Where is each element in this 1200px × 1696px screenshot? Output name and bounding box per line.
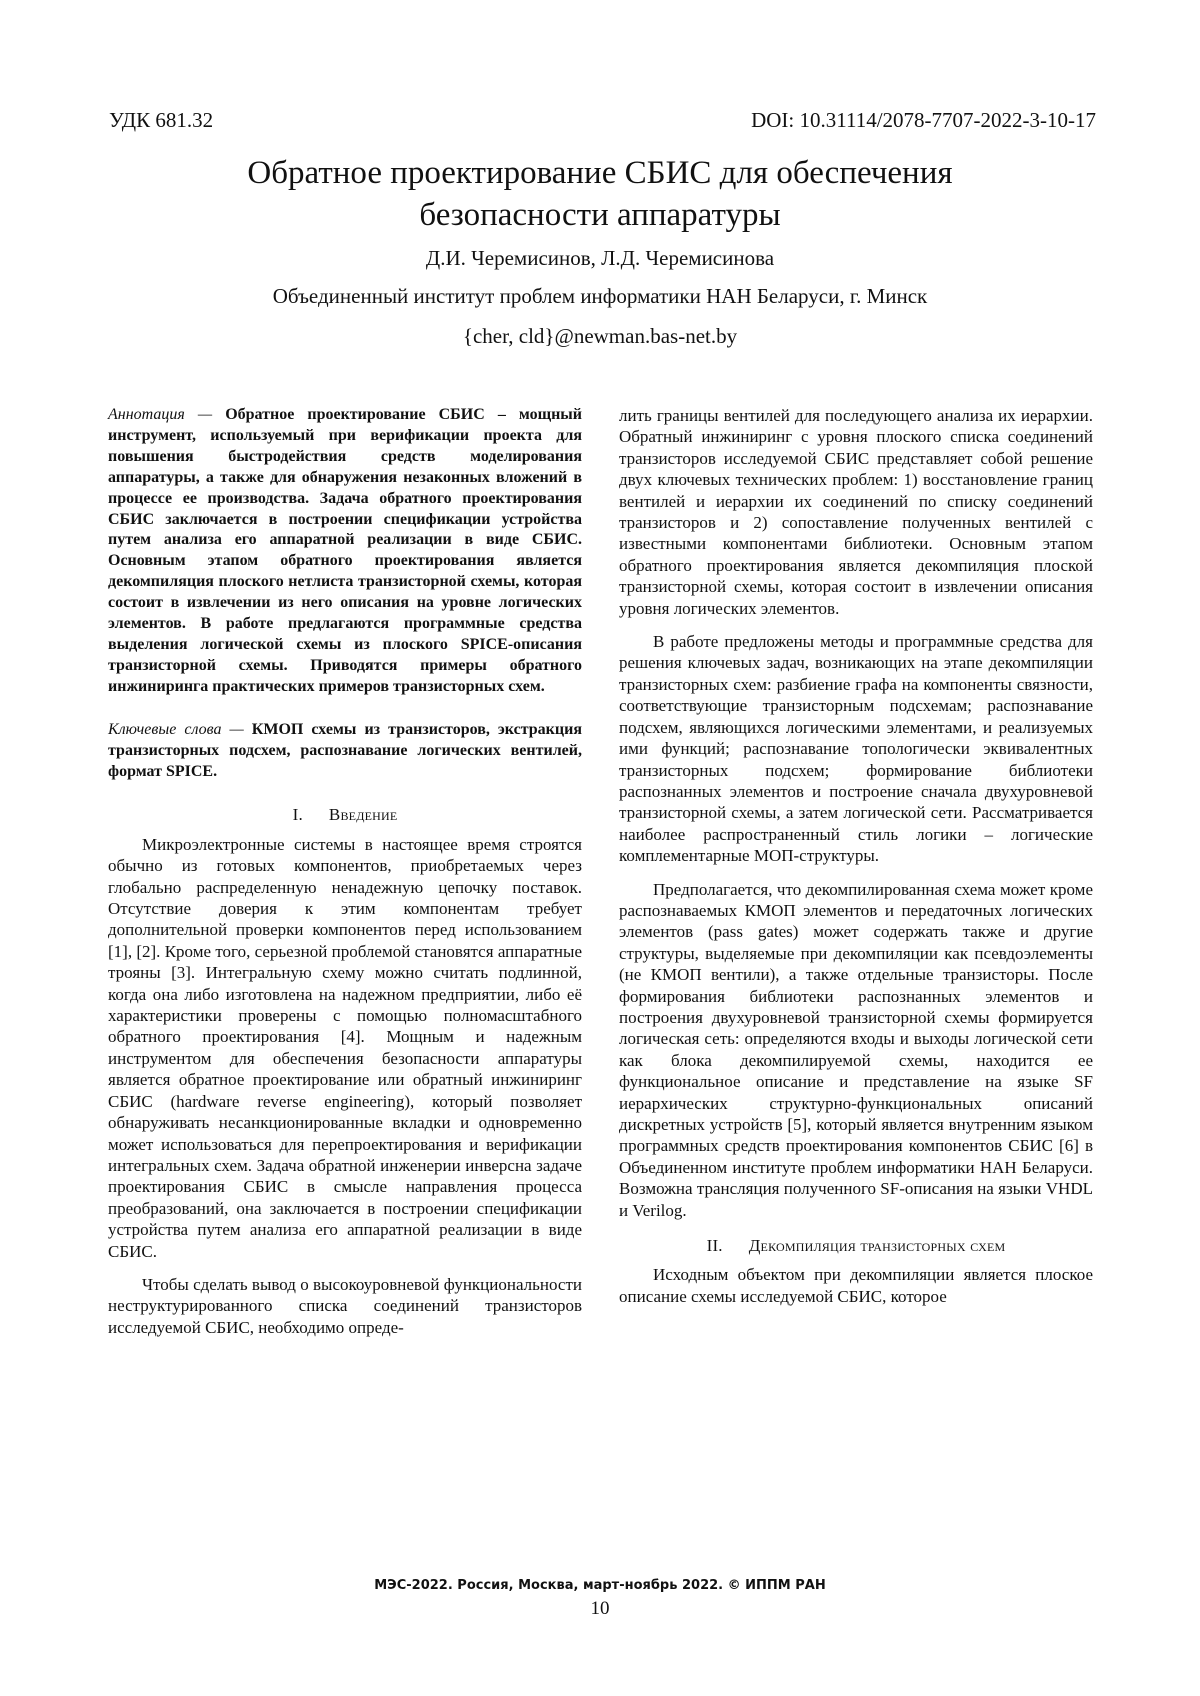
section-title: Введение [328,805,398,825]
body-paragraph: В работе предложены методы и программные средства для решения ключевых задач, возникающих на этапе декомпиляции транзисторных схем: разбиение графа на компоненты связности, соответствующие транзисторным подсхемам; распознавание подсхем, являющихся логическими элементами, и реализуемых ими функций; распознавание топологически эквивалентных транзисторных подсхем; формирование библиотеки распознанных элементов и построение сначала двухуровневой транзисторной схемы, а затем логической сети. Рассматривается наиболее распространенный стиль логики – логические комплементарные МОП-структуры. [619,632,1093,866]
authors: Д.И. Черемисинов, Л.Д. Черемисинова [425,246,775,270]
body-paragraph: Исходным объектом при декомпиляции является плоское описание схемы исследуемой СБИС, которое [619,1265,1093,1306]
section-title: Декомпиляция транзисторных схем [748,1236,1006,1256]
affiliation: Объединенный институт проблем информатики НАН Беларуси, г. Минск [272,284,928,308]
udk-code: УДК 681.32 [109,108,214,132]
keywords [108,720,582,783]
body-paragraph: Предполагается, что декомпилированная схема может кроме распознаваемых КМОП элементов и передаточных логических элементов (pass gates) может содержать также и другие структуры, выделяемые при декомпиляции как псевдоэлементы (не КМОП вентили), а также отдельные транзисторы. После формирования библиотеки распознанных элементов и построения двухуровневой транзисторной схемы формируется логическая сеть: определяются входы и выходы логической сети как блока декомпилируемой схемы, находится ее функциональное описание и представление на языке SF иерархических структурно-функциональных описаний дискретных устройств [5], который является внутренним языком программных средств проектирования компонентов СБИС [6] в Объединенном институте проблем информатики НАН Беларуси. Возможна трансляция полученного SF-описания на языки VHDL и Verilog. [619,879,1093,1220]
keywords-text: КМОП схемы из транзисторов, экстракция транзисторных подсхем, распознавание логических вентилей, формат SPICE. [108,720,582,780]
section-heading-introduction [108,804,582,825]
conference-footer: МЭС-2022. Россия, Москва, март-ноябрь 2022. © ИППМ РАН [374,1578,826,1593]
abstract-text: Обратное проектирование СБИС – мощный инструмент, используемый при верификации проекта для повышения быстродействия средств моделирования аппаратуры, а также для обнаружения незаконных вложений в процессе ее производства. Задача обратного проектирования СБИС заключается в построении спецификации устройства путем анализа его аппаратной реализации в виде СБИС. Основным этапом обратного проектирования является декомпиляция плоского нетлиста транзисторной схемы, которая состоит в извлечении из него описания на уровне логических элементов. В работе предлагаются программные средства выделения логической схемы из плоского SPICE-описания транзисторной схемы. Приводятся примеры обратного инжиниринга практических примеров транзисторных схем. [108,406,582,695]
body-paragraph-continued: лить границы вентилей для последующего анализа их иерархии. Обратный инжиниринг с уровня плоского списка соединений транзисторов исследуемой СБИС представляет собой решение двух ключевых технических проблем: 1) восстановление границ вентилей и иерархии их соединений по списку соединений транзисторов и 2) сопоставление полученных вентилей с известными компонентами библиотеки. Основным этапом обратного проектирования является декомпиляция плоской транзисторной схемы, которая состоит в извлечении описания уровня логических элементов. [619,406,1093,618]
title-line-1: Обратное проектирование СБИС для обеспечения [247,155,953,191]
title-line-2: безопасности аппаратуры [419,197,781,233]
section-heading-decompilation [619,1235,1093,1256]
page-number: 10 [590,1598,610,1619]
paper-title [150,152,1050,236]
right-column [619,405,1093,1319]
left-column [108,405,582,1350]
section-number: I. [292,805,303,825]
author-email: {cher, cld}@newman.bas-net.by [462,324,738,348]
keywords-lead: Ключевые слова — [108,720,244,738]
page-header [109,108,1096,138]
body-paragraph: Микроэлектронные системы в настоящее время строятся обычно из готовых компонентов, приобретаемых через глобально распределенную ненадежную цепочку поставок. Отсутствие доверия к этим компонентам требует дополнительной проверки компонентов перед использованием [1], [2]. Кроме того, серьезной проблемой становятся аппаратные трояны [3]. Интегральную схему можно считать подлинной, когда она либо изготовлена на надежном предприятии, либо её характеристики проверены с помощью полномасштабного обратного проектирования [4]. Мощным и надежным инструментом для обеспечения безопасности аппаратуры является обратное проектирование или обратный инжиниринг СБИС (hardware reverse engineering), который позволяет обнаруживать несанкционированные вкладки и одновременно может использоваться для перепроектирования и верификации интегральных схем. Задача обратной инженерии инверсна задаче проектирования СБИС в смысле направления процесса преобразований, она заключается в построении спецификации устройства путем анализа его аппаратной реализации в виде СБИС. [108,834,582,1261]
abstract-lead: Аннотация — [108,406,213,423]
doi: DOI: 10.31114/2078-7707-2022-3-10-17 [751,108,1096,132]
body-paragraph: Чтобы сделать вывод о высокоуровневой функциональности неструктурированного списка соединений транзисторов исследуемой СБИС, необходимо опреде- [108,1274,582,1337]
abstract [108,405,582,698]
section-number: II. [706,1236,723,1256]
